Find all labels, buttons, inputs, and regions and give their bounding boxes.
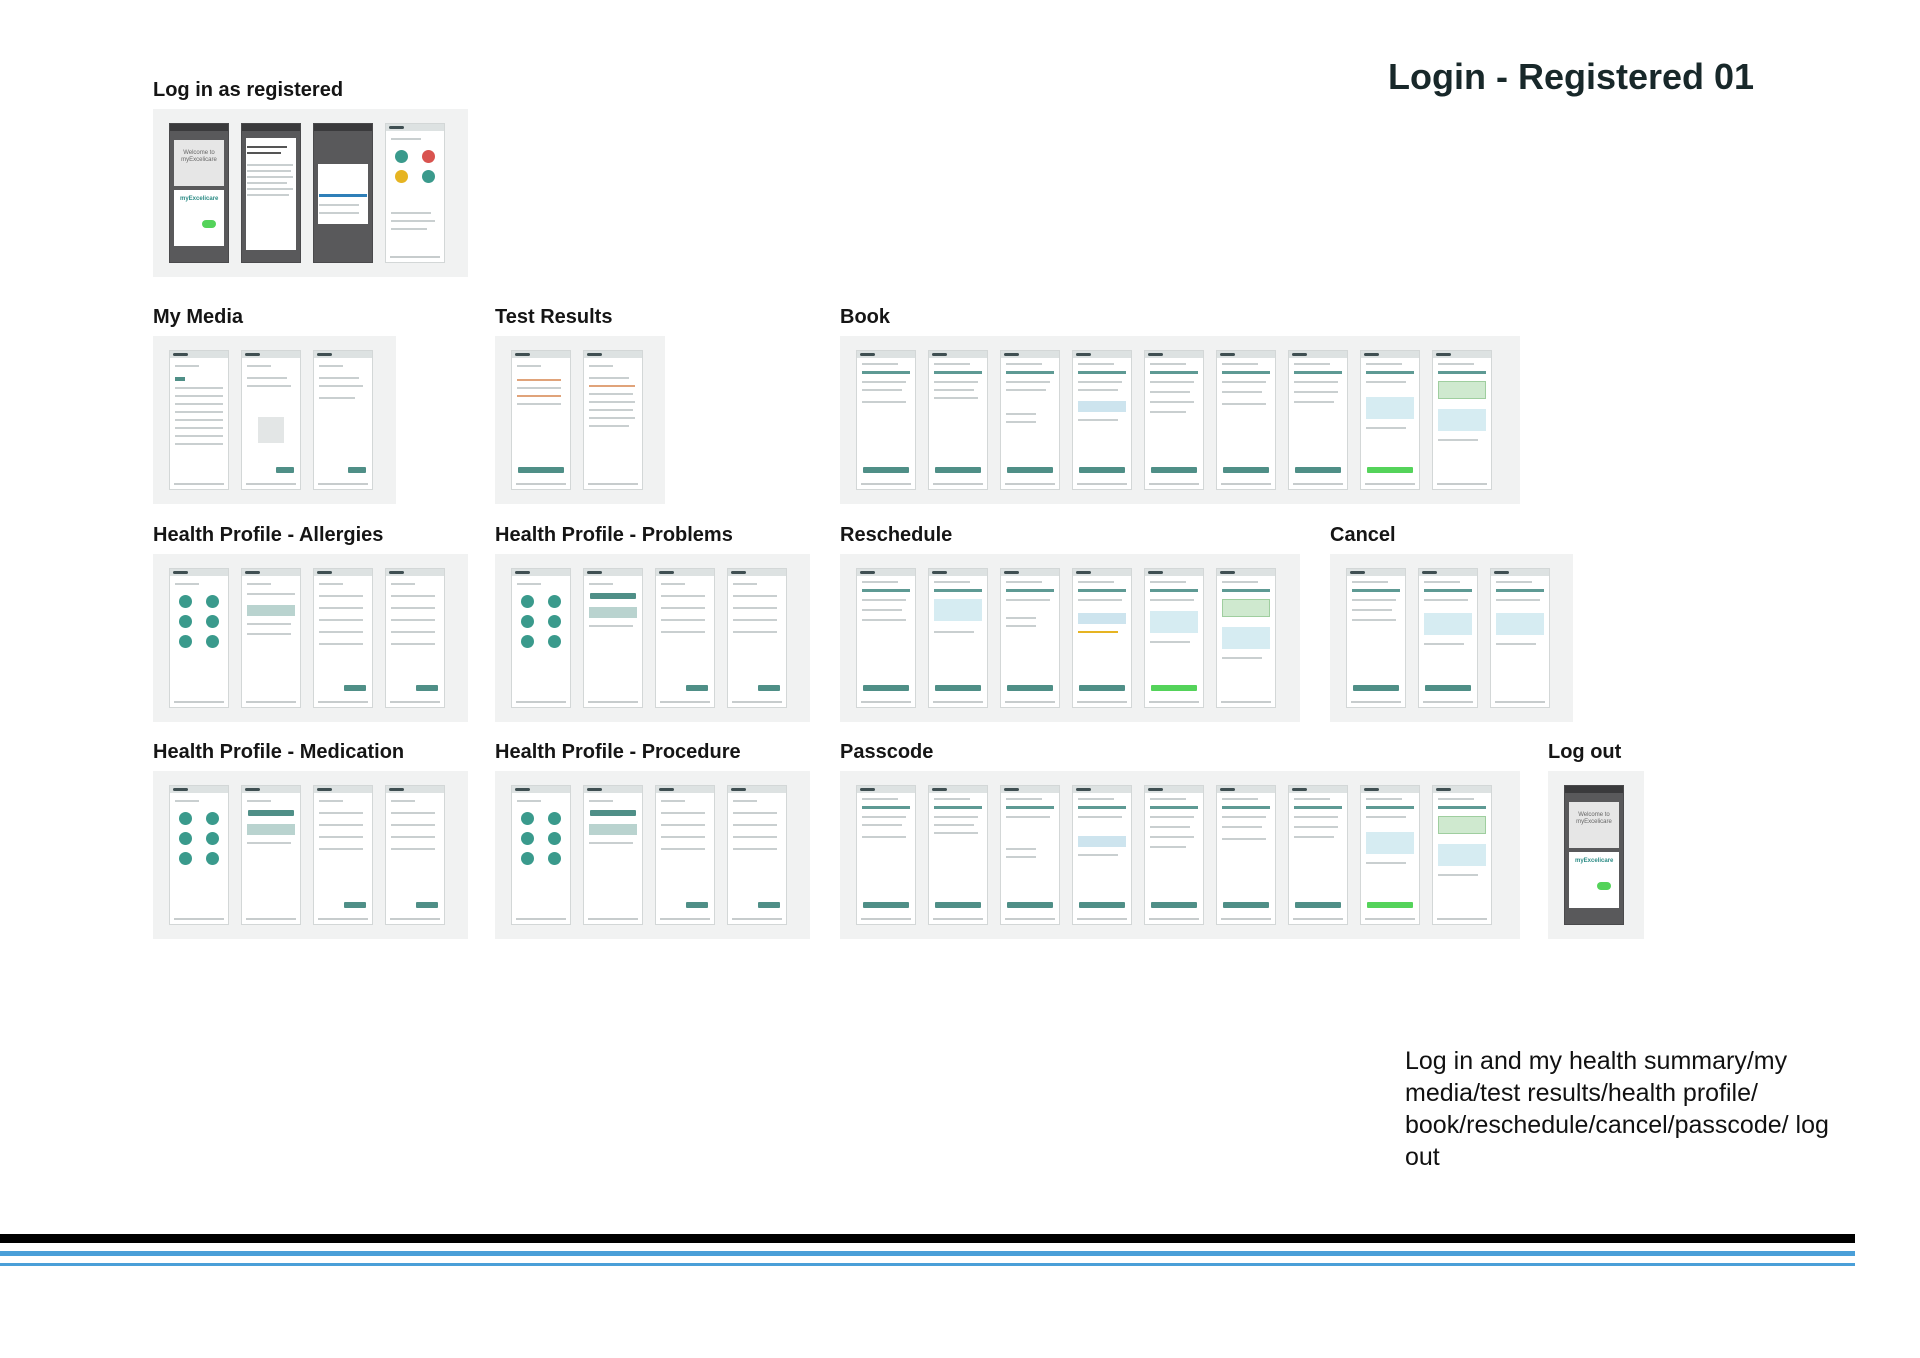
thumbnail-panel <box>840 771 1520 939</box>
screen-thumbnail[interactable] <box>583 350 643 490</box>
screen-thumbnail[interactable] <box>1000 568 1060 708</box>
section-label: Health Profile - Allergies <box>153 524 384 546</box>
screen-thumbnail[interactable] <box>241 785 301 925</box>
welcome-text: Welcome to myExcelicare <box>174 140 224 186</box>
screen-thumbnail[interactable] <box>1490 568 1550 708</box>
screen-thumbnail[interactable] <box>1216 568 1276 708</box>
screen-thumbnail[interactable] <box>169 785 229 925</box>
section-label: My Media <box>153 306 244 328</box>
section-label: Passcode <box>840 741 934 763</box>
screen-thumbnail-welcome[interactable] <box>169 123 229 263</box>
screen-thumbnail-about[interactable] <box>241 123 301 263</box>
board-description: Log in and my health summary/my media/test results/health profile/ book/reschedule/cancel/passcode/ log out <box>1405 1047 1829 1171</box>
screen-thumbnail[interactable] <box>1072 350 1132 490</box>
screen-thumbnail[interactable] <box>1288 350 1348 490</box>
screen-thumbnail[interactable] <box>583 568 643 708</box>
screen-thumbnail[interactable] <box>385 785 445 925</box>
section-label: Test Results <box>495 306 613 328</box>
screen-thumbnail[interactable] <box>385 568 445 708</box>
screen-thumbnail[interactable] <box>856 350 916 490</box>
screen-thumbnail[interactable] <box>1144 785 1204 925</box>
screen-thumbnail[interactable] <box>1346 568 1406 708</box>
thumbnail-panel <box>153 771 468 939</box>
stripe-blue-top <box>0 1251 1855 1256</box>
screen-thumbnail-welcome[interactable] <box>1564 785 1624 925</box>
section-label: Cancel <box>1330 524 1396 546</box>
screen-thumbnail[interactable] <box>1432 350 1492 490</box>
screen-thumbnail[interactable] <box>1072 568 1132 708</box>
screen-thumbnail[interactable] <box>727 568 787 708</box>
thumbnail-panel <box>840 554 1300 722</box>
section-label: Reschedule <box>840 524 953 546</box>
screen-thumbnail[interactable] <box>1144 568 1204 708</box>
screen-thumbnail[interactable] <box>241 568 301 708</box>
screen-thumbnail[interactable] <box>169 568 229 708</box>
screen-thumbnail[interactable] <box>511 350 571 490</box>
login-button-highlight <box>1597 882 1611 890</box>
thumbnail-panel <box>153 109 468 277</box>
thumbnail-panel <box>153 336 396 504</box>
section-label: Health Profile - Medication <box>153 741 405 763</box>
thumbnail-panel <box>1330 554 1573 722</box>
screen-thumbnail[interactable] <box>928 568 988 708</box>
screen-thumbnail[interactable] <box>1216 350 1276 490</box>
section-label: Book <box>840 306 890 328</box>
screen-thumbnail[interactable] <box>1288 785 1348 925</box>
screen-thumbnail[interactable] <box>313 568 373 708</box>
thumbnail-panel <box>1548 771 1644 939</box>
logo-text: myExcelicare <box>180 196 219 202</box>
thumbnail-panel <box>495 336 665 504</box>
screen-thumbnail[interactable] <box>1144 350 1204 490</box>
screen-thumbnail[interactable] <box>727 785 787 925</box>
stripe-blue-bottom <box>0 1263 1855 1266</box>
section-label: Health Profile - Procedure <box>495 741 741 763</box>
screen-thumbnail[interactable] <box>1432 785 1492 925</box>
thumbnail-panel <box>495 554 810 722</box>
stripe-black <box>0 1234 1855 1243</box>
screen-thumbnail[interactable] <box>1072 785 1132 925</box>
screen-thumbnail[interactable] <box>1360 785 1420 925</box>
section-label: Log in as registered <box>153 79 344 101</box>
board-title: Login - Registered 01 <box>1388 56 1755 97</box>
screen-thumbnail[interactable] <box>1418 568 1478 708</box>
section-label: Log out <box>1548 741 1622 763</box>
screen-thumbnail[interactable] <box>655 568 715 708</box>
screen-thumbnail[interactable] <box>313 350 373 490</box>
screen-thumbnail[interactable] <box>1360 350 1420 490</box>
screen-thumbnail[interactable] <box>511 568 571 708</box>
screen-thumbnail[interactable] <box>856 785 916 925</box>
thumbnail-panel <box>153 554 468 722</box>
login-button-highlight <box>202 220 216 228</box>
screen-thumbnail[interactable] <box>241 350 301 490</box>
screen-thumbnail[interactable] <box>655 785 715 925</box>
screen-thumbnail-login[interactable] <box>313 123 373 263</box>
screen-thumbnail[interactable] <box>1000 785 1060 925</box>
screen-thumbnail[interactable] <box>928 350 988 490</box>
screen-thumbnail[interactable] <box>1216 785 1276 925</box>
thumbnail-panel <box>495 771 810 939</box>
screen-thumbnail[interactable] <box>1000 350 1060 490</box>
welcome-text: Welcome to myExcelicare <box>1569 802 1619 848</box>
screen-thumbnail[interactable] <box>313 785 373 925</box>
logo-text: myExcelicare <box>1575 858 1614 864</box>
screen-thumbnail[interactable] <box>928 785 988 925</box>
thumbnail-panel <box>840 336 1520 504</box>
section-label: Health Profile - Problems <box>495 524 733 546</box>
screen-thumbnail[interactable] <box>856 568 916 708</box>
screen-thumbnail[interactable] <box>169 350 229 490</box>
screen-thumbnail[interactable] <box>511 785 571 925</box>
screen-thumbnail[interactable] <box>583 785 643 925</box>
screen-thumbnail-health-summary[interactable] <box>385 123 445 263</box>
